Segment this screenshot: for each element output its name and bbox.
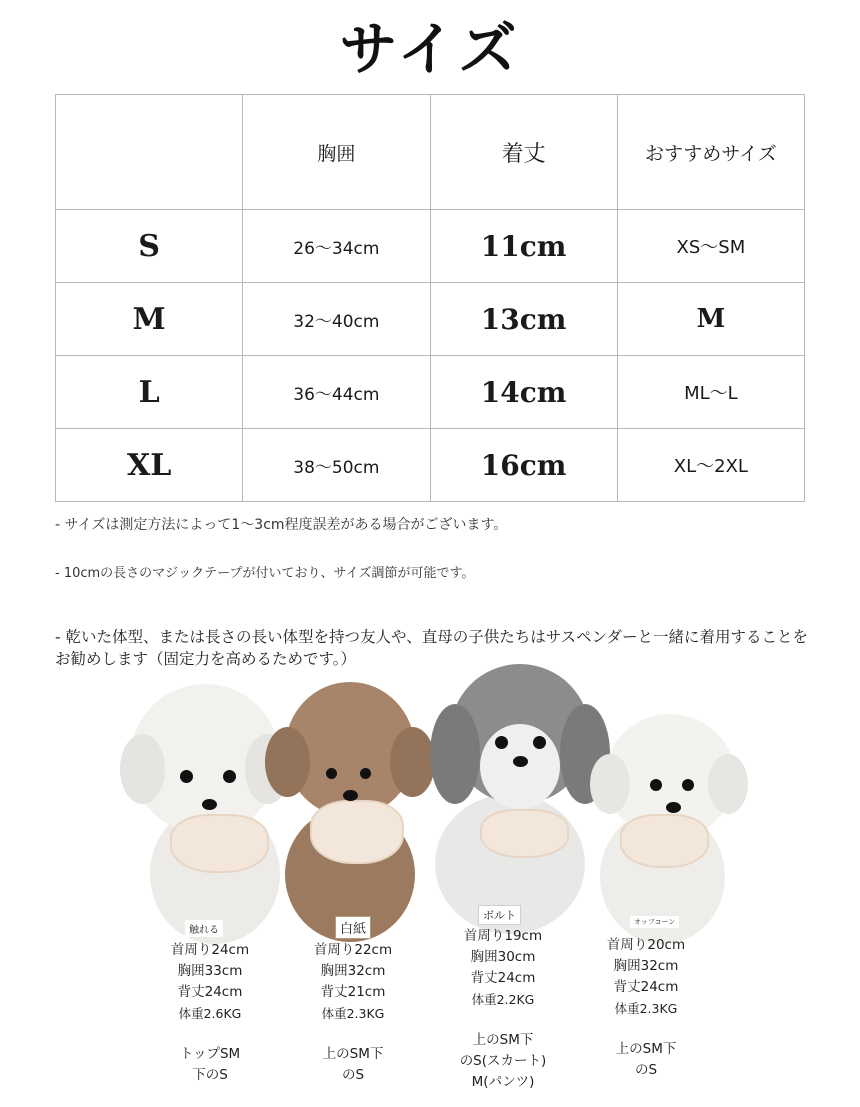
size-cell: M <box>56 283 243 356</box>
neck-measure: 首周り20cm <box>606 937 686 953</box>
chest-measure: 胸囲33cm <box>177 963 243 979</box>
weight-measure: 体重2.6KG <box>178 1006 242 1021</box>
chest-cell: 26〜34cm <box>243 210 430 283</box>
length-cell: 11cm <box>430 210 617 283</box>
table-row <box>56 429 805 502</box>
weight-measure: 体重2.3KG <box>321 1006 385 1021</box>
note-velcro: - 10cmの長さのマジックテープが付いており、サイズ調節が可能です。 <box>55 566 475 581</box>
wear-size: トップSM <box>179 1046 241 1062</box>
neck-measure: 首周り19cm <box>463 928 543 944</box>
dog-info-4 <box>596 935 696 1081</box>
length-cell: 14cm <box>430 356 617 429</box>
table-row <box>56 356 805 429</box>
back-measure: 背丈24cm <box>177 984 243 1000</box>
length-cell: 13cm <box>430 283 617 356</box>
table-header-row <box>56 95 805 210</box>
wear-size: 上のSM下 <box>615 1041 677 1057</box>
note-suspender: - 乾いた体型、または長さの長い体型を持つ友人や、直母の子供たちはサスペンダーと一緒に着用することをお勧めします（固定力を高めるためです。） <box>55 628 808 668</box>
page-title: サイズ <box>339 15 521 83</box>
size-cell: XL <box>56 429 243 502</box>
table-header-blank <box>56 95 243 210</box>
wear-size: 上のSM下 <box>472 1032 534 1048</box>
table-row <box>56 210 805 283</box>
neck-measure: 首周り24cm <box>170 942 250 958</box>
chest-cell: 32〜40cm <box>243 283 430 356</box>
dog-name-tag: 触れる <box>185 920 223 937</box>
back-measure: 背丈21cm <box>320 984 386 1000</box>
size-cell: L <box>56 356 243 429</box>
wear-size: 下のS <box>192 1067 228 1083</box>
recommend-cell: M <box>617 283 804 356</box>
note-measurement: - サイズは測定方法によって1〜3cm程度誤差がある場合がございます。 <box>55 517 508 533</box>
recommend-cell: XL〜2XL <box>617 429 804 502</box>
neck-measure: 首周り22cm <box>313 942 393 958</box>
table-header-length: 着丈 <box>430 95 617 210</box>
chest-cell: 36〜44cm <box>243 356 430 429</box>
size-cell: S <box>56 210 243 283</box>
wear-size: 上のSM下 <box>322 1046 384 1062</box>
dog-name-tag: 白紙 <box>335 916 371 939</box>
dog-info-3 <box>448 926 558 1093</box>
recommend-cell: ML〜L <box>617 356 804 429</box>
chest-measure: 胸囲32cm <box>613 958 679 974</box>
recommend-cell: XS〜SM <box>617 210 804 283</box>
table-header-chest: 胸囲 <box>243 95 430 210</box>
wear-size: M(パンツ) <box>471 1074 535 1090</box>
dogs-photo <box>110 664 760 944</box>
size-table <box>55 94 805 502</box>
chest-measure: 胸囲30cm <box>470 949 536 965</box>
chest-cell: 38〜50cm <box>243 429 430 502</box>
chest-measure: 胸囲32cm <box>320 963 386 979</box>
table-row <box>56 283 805 356</box>
wear-size: のS <box>634 1062 658 1078</box>
dog-name-tag: オッフコーン <box>630 916 679 928</box>
dog-info-2 <box>303 940 403 1086</box>
weight-measure: 体重2.2KG <box>471 992 535 1007</box>
back-measure: 背丈24cm <box>613 979 679 995</box>
weight-measure: 体重2.3KG <box>614 1001 678 1016</box>
wear-size: のS <box>341 1067 365 1083</box>
wear-size: のS(スカート) <box>459 1053 547 1069</box>
dog-name-tag: ボルト <box>478 905 521 925</box>
table-header-recommend: おすすめサイズ <box>617 95 804 210</box>
dog-info-1 <box>160 940 260 1086</box>
length-cell: 16cm <box>430 429 617 502</box>
back-measure: 背丈24cm <box>470 970 536 986</box>
